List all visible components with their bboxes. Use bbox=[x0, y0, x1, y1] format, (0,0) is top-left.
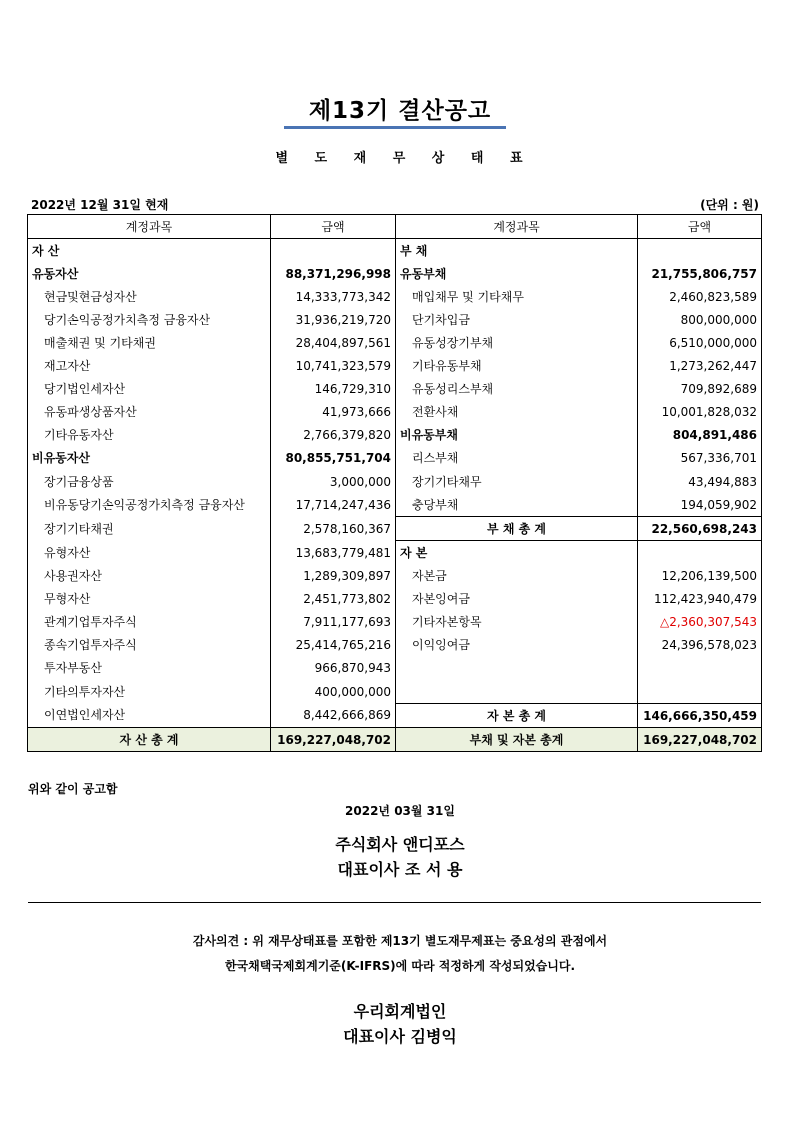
row-amount: 28,404,897,561 bbox=[271, 331, 396, 354]
table-row bbox=[28, 239, 762, 263]
row-label: 현금및현금성자산 bbox=[28, 285, 271, 308]
row-label: 비유동당기손익공정가치측정 금융자산 bbox=[28, 493, 271, 517]
row-label-2: 비유동부채 bbox=[396, 424, 638, 447]
announcement-note: 위와 같이 공고함 bbox=[28, 782, 118, 796]
row-amount-2: 2,460,823,589 bbox=[638, 285, 762, 308]
row-label-2 bbox=[396, 680, 638, 704]
table-row bbox=[28, 493, 762, 517]
table-row bbox=[28, 588, 762, 611]
row-amount: 400,000,000 bbox=[271, 680, 396, 704]
row-label: 유형자산 bbox=[28, 541, 271, 565]
row-amount: 10,741,323,579 bbox=[271, 355, 396, 378]
liabilities-total-amount: 22,560,698,243 bbox=[638, 517, 762, 541]
auditor-ceo: 대표이사 김병익 bbox=[343, 1027, 457, 1046]
header-amount: 금액 bbox=[271, 215, 396, 239]
row-amount: 8,442,666,869 bbox=[271, 703, 396, 727]
assets-total-amount: 169,227,048,702 bbox=[271, 728, 396, 752]
equity-total-label: 자 본 총 계 bbox=[396, 703, 638, 727]
company-name: 주식회사 앤디포스 bbox=[335, 835, 465, 854]
row-label-2: 매입채무 및 기타채무 bbox=[396, 285, 638, 308]
row-label: 비유동자산 bbox=[28, 447, 271, 470]
assets-total-label: 자 산 총 계 bbox=[28, 728, 271, 752]
row-label: 관계기업투자주식 bbox=[28, 611, 271, 634]
table-row bbox=[28, 262, 762, 285]
row-label: 당기법인세자산 bbox=[28, 378, 271, 401]
row-amount-2 bbox=[638, 657, 762, 680]
negative-amount: △2,360,307,543 bbox=[638, 611, 762, 634]
row-amount-2: 6,510,000,000 bbox=[638, 331, 762, 354]
row-amount: 13,683,779,481 bbox=[271, 541, 396, 565]
row-label: 기타유동자산 bbox=[28, 424, 271, 447]
table-row bbox=[28, 378, 762, 401]
row-label-2: 유동성장기부채 bbox=[396, 331, 638, 354]
row-label-2: 기타자본항목 bbox=[396, 611, 638, 634]
row-label-2: 리스부채 bbox=[396, 447, 638, 470]
balance-sheet-table bbox=[27, 214, 762, 752]
table-row bbox=[28, 634, 762, 657]
row-amount: 25,414,765,216 bbox=[271, 634, 396, 657]
row-label: 장기기타채권 bbox=[28, 517, 271, 541]
page-title: 제13기 결산공고 bbox=[308, 98, 492, 124]
row-amount bbox=[271, 239, 396, 263]
row-amount: 80,855,751,704 bbox=[271, 447, 396, 470]
table-row bbox=[28, 285, 762, 308]
row-amount-2 bbox=[638, 541, 762, 565]
row-amount-2: 709,892,689 bbox=[638, 378, 762, 401]
table-row bbox=[28, 611, 762, 634]
row-label: 당기손익공정가치측정 금융자산 bbox=[28, 308, 271, 331]
row-label-2: 기타유동부채 bbox=[396, 355, 638, 378]
table-row bbox=[28, 355, 762, 378]
row-amount: 14,333,773,342 bbox=[271, 285, 396, 308]
row-amount: 2,766,379,820 bbox=[271, 424, 396, 447]
row-label-2: 전환사채 bbox=[396, 401, 638, 424]
liabilities-total-label: 부 채 총 계 bbox=[396, 517, 638, 541]
liabilities-equity-total-amount: 169,227,048,702 bbox=[638, 728, 762, 752]
row-amount: 31,936,219,720 bbox=[271, 308, 396, 331]
table-row bbox=[28, 470, 762, 493]
table-row bbox=[28, 680, 762, 704]
row-label-2: 장기기타채무 bbox=[396, 470, 638, 493]
equity-total-amount: 146,666,350,459 bbox=[638, 703, 762, 727]
row-label: 이연법인세자산 bbox=[28, 703, 271, 727]
row-label-2: 유동부채 bbox=[396, 262, 638, 285]
grand-total-row bbox=[28, 728, 762, 752]
row-amount: 3,000,000 bbox=[271, 470, 396, 493]
row-amount-2 bbox=[638, 239, 762, 263]
row-amount-2: 112,423,940,479 bbox=[638, 588, 762, 611]
table-row bbox=[28, 401, 762, 424]
statement-subtitle: 별 도 재 무 상 태 표 bbox=[275, 151, 525, 166]
row-label: 기타의투자자산 bbox=[28, 680, 271, 704]
row-label-2: 이익잉여금 bbox=[396, 634, 638, 657]
row-amount: 2,451,773,802 bbox=[271, 588, 396, 611]
row-label-2: 부 채 bbox=[396, 239, 638, 263]
table-row bbox=[28, 331, 762, 354]
company-ceo: 대표이사 조 서 용 bbox=[337, 860, 463, 879]
row-label-2: 유동성리스부채 bbox=[396, 378, 638, 401]
header-account-2: 계정과목 bbox=[396, 215, 638, 239]
row-amount-2 bbox=[638, 680, 762, 704]
table-row bbox=[28, 308, 762, 331]
row-label-2: 자본잉여금 bbox=[396, 588, 638, 611]
liabilities-equity-total-label: 부채 및 자본 총계 bbox=[396, 728, 638, 752]
row-amount: 41,973,666 bbox=[271, 401, 396, 424]
announcement-date: 2022년 03월 31일 bbox=[345, 804, 455, 818]
row-label-2: 충당부채 bbox=[396, 493, 638, 517]
row-amount: 146,729,310 bbox=[271, 378, 396, 401]
row-label-2: 자본금 bbox=[396, 564, 638, 587]
table-row bbox=[28, 517, 762, 541]
row-label-2: 자 본 bbox=[396, 541, 638, 565]
audit-opinion-line-2: 한국채택국제회계기준(K-IFRS)에 따라 적정하게 작성되었습니다. bbox=[224, 959, 576, 973]
row-amount-2: 804,891,486 bbox=[638, 424, 762, 447]
row-amount-2: 43,494,883 bbox=[638, 470, 762, 493]
table-row bbox=[28, 541, 762, 565]
row-label: 종속기업투자주식 bbox=[28, 634, 271, 657]
row-label: 유동자산 bbox=[28, 262, 271, 285]
row-label-2: 단기차입금 bbox=[396, 308, 638, 331]
row-label: 재고자산 bbox=[28, 355, 271, 378]
table-row bbox=[28, 564, 762, 587]
row-amount: 7,911,177,693 bbox=[271, 611, 396, 634]
row-amount: 966,870,943 bbox=[271, 657, 396, 680]
table-row bbox=[28, 703, 762, 727]
row-amount: 17,714,247,436 bbox=[271, 493, 396, 517]
row-amount-2: 567,336,701 bbox=[638, 447, 762, 470]
row-amount: 88,371,296,998 bbox=[271, 262, 396, 285]
row-label: 투자부동산 bbox=[28, 657, 271, 680]
row-amount-2: 10,001,828,032 bbox=[638, 401, 762, 424]
row-amount-2: 194,059,902 bbox=[638, 493, 762, 517]
row-label: 무형자산 bbox=[28, 588, 271, 611]
auditor-name: 우리회계법인 bbox=[353, 1002, 447, 1021]
audit-opinion-line-1: 감사의견 : 위 재무상태표를 포함한 제13기 별도재무제표는 중요성의 관점에서 bbox=[192, 934, 608, 948]
row-amount-2: 12,206,139,500 bbox=[638, 564, 762, 587]
section-divider bbox=[28, 902, 761, 903]
report-date: 2022년 12월 31일 현재 bbox=[31, 198, 169, 212]
row-amount: 1,289,309,897 bbox=[271, 564, 396, 587]
row-amount-2: 800,000,000 bbox=[638, 308, 762, 331]
row-label: 사용권자산 bbox=[28, 564, 271, 587]
table-header-row bbox=[28, 215, 762, 239]
header-account: 계정과목 bbox=[28, 215, 271, 239]
unit-label: (단위 : 원) bbox=[700, 198, 759, 212]
row-label: 매출채권 및 기타채권 bbox=[28, 331, 271, 354]
row-label: 자 산 bbox=[28, 239, 271, 263]
table-row bbox=[28, 424, 762, 447]
row-amount-2: 24,396,578,023 bbox=[638, 634, 762, 657]
table-row bbox=[28, 657, 762, 680]
row-amount-2: 1,273,262,447 bbox=[638, 355, 762, 378]
row-label: 유동파생상품자산 bbox=[28, 401, 271, 424]
row-amount-2: 21,755,806,757 bbox=[638, 262, 762, 285]
title-underline bbox=[284, 126, 506, 129]
header-amount-2: 금액 bbox=[638, 215, 762, 239]
row-label: 장기금융상품 bbox=[28, 470, 271, 493]
table-row bbox=[28, 447, 762, 470]
row-label-2 bbox=[396, 657, 638, 680]
row-amount: 2,578,160,367 bbox=[271, 517, 396, 541]
